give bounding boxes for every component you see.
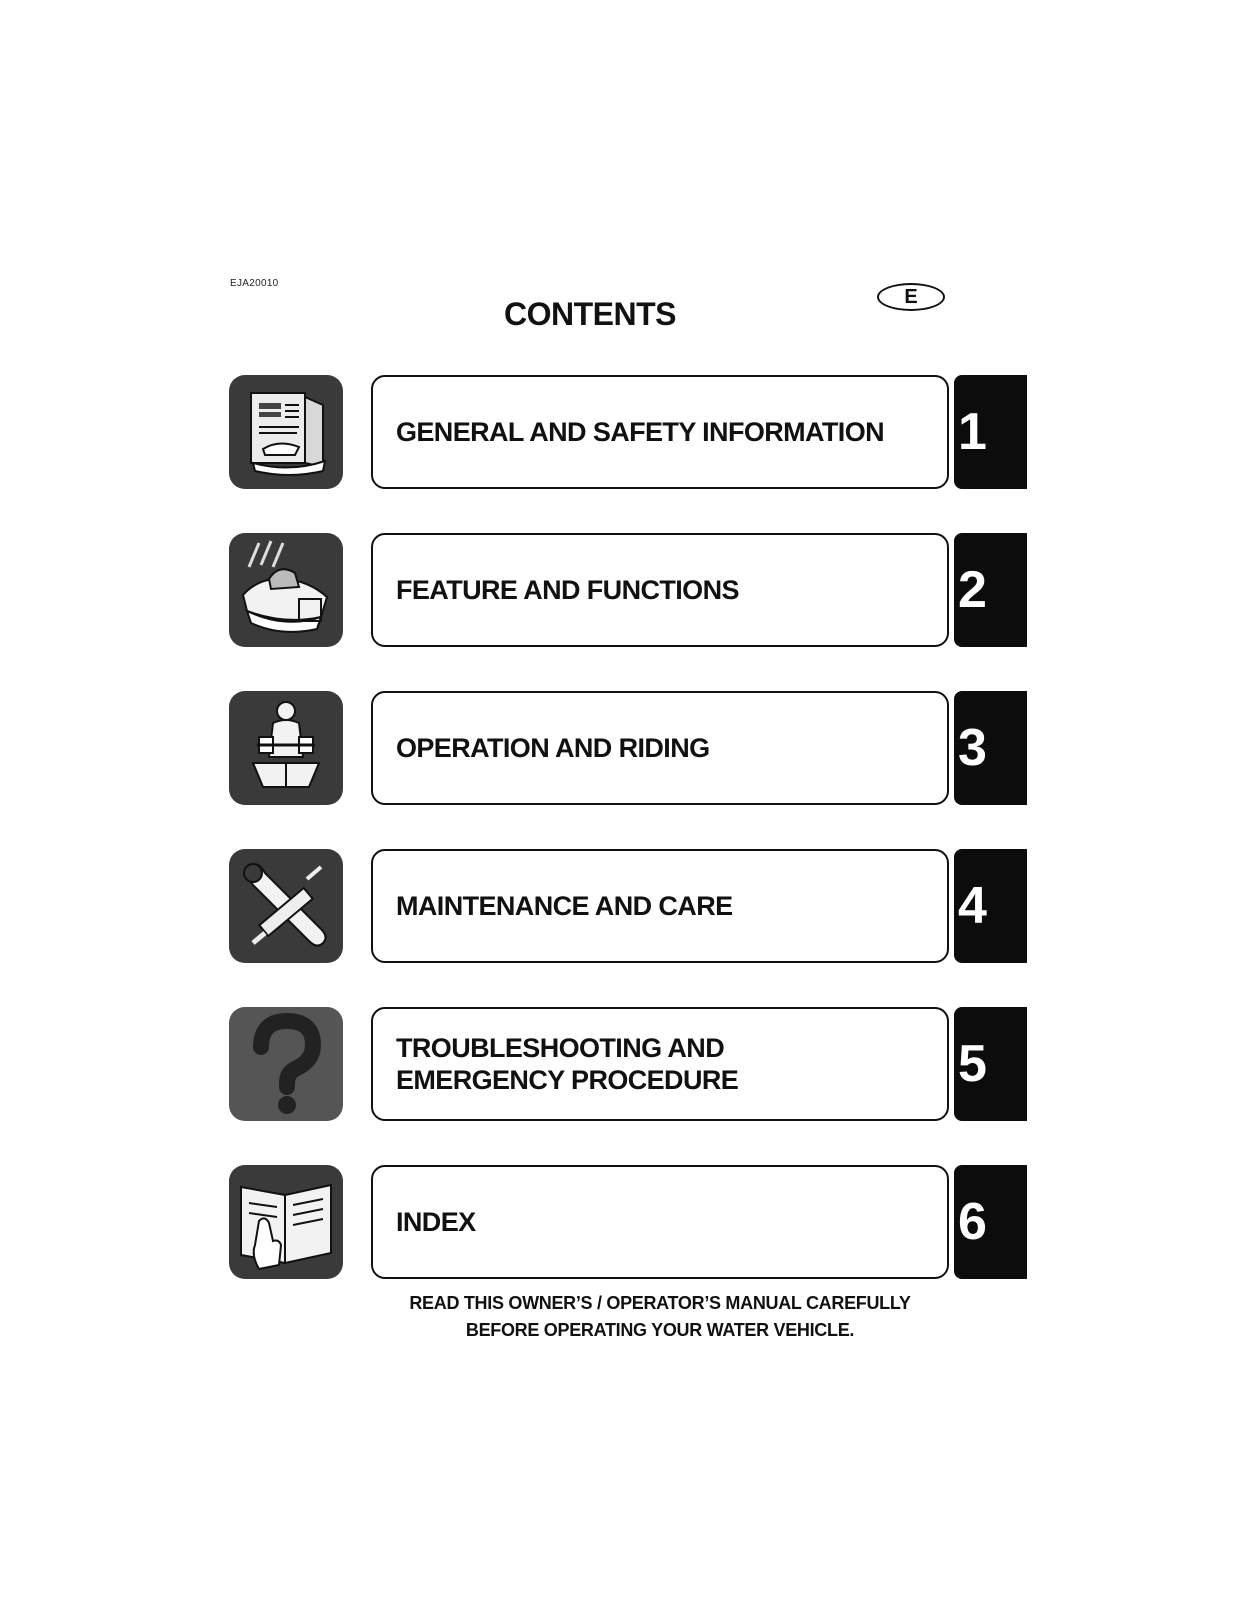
section-label: OPERATION AND RIDING: [396, 733, 710, 763]
language-badge: E: [877, 283, 945, 311]
section-box[interactable]: [371, 1007, 949, 1121]
section-label: FEATURE AND FUNCTIONS: [396, 575, 739, 605]
section-box[interactable]: [371, 1165, 949, 1279]
read-manual-notice: [0, 1290, 1236, 1344]
section-tab-number[interactable]: 4: [954, 849, 1027, 963]
question-mark-icon: [229, 1007, 343, 1121]
section-label: GENERAL AND SAFETY INFORMATION: [396, 417, 885, 447]
wrench-grease-gun-icon: [229, 849, 343, 963]
section-tab-number[interactable]: 6: [954, 1165, 1027, 1279]
section-box[interactable]: [371, 533, 949, 647]
watercraft-icon: [229, 533, 343, 647]
page-title: CONTENTS: [504, 296, 676, 332]
contents-entry-operation[interactable]: [0, 691, 1236, 805]
rider-icon: [229, 691, 343, 805]
notice-line-1: READ THIS OWNER’S / OPERATOR’S MANUAL CAREFULLY: [409, 1293, 911, 1313]
section-label: INDEX: [396, 1207, 476, 1237]
section-tab-number[interactable]: 1: [954, 375, 1027, 489]
notice-line-2: BEFORE OPERATING YOUR WATER VEHICLE.: [465, 1320, 855, 1340]
contents-entry-general-safety[interactable]: [0, 375, 1236, 489]
contents-entry-maintenance[interactable]: [0, 849, 1236, 963]
section-label: TROUBLESHOOTING AND EMERGENCY PROCEDURE: [396, 1033, 739, 1095]
safety-manual-icon: [229, 375, 343, 489]
contents-entry-features[interactable]: [0, 533, 1236, 647]
section-label: MAINTENANCE AND CARE: [396, 891, 733, 921]
contents-entry-troubleshooting[interactable]: [0, 1007, 1236, 1121]
open-book-icon: [229, 1165, 343, 1279]
section-box[interactable]: [371, 849, 949, 963]
document-code: EJA20010: [230, 278, 279, 289]
section-tab-number[interactable]: 2: [954, 533, 1027, 647]
section-tab-number[interactable]: 5: [954, 1007, 1027, 1121]
section-box[interactable]: [371, 375, 949, 489]
contents-entry-index[interactable]: [0, 1165, 1236, 1279]
section-box[interactable]: [371, 691, 949, 805]
section-tab-number[interactable]: 3: [954, 691, 1027, 805]
